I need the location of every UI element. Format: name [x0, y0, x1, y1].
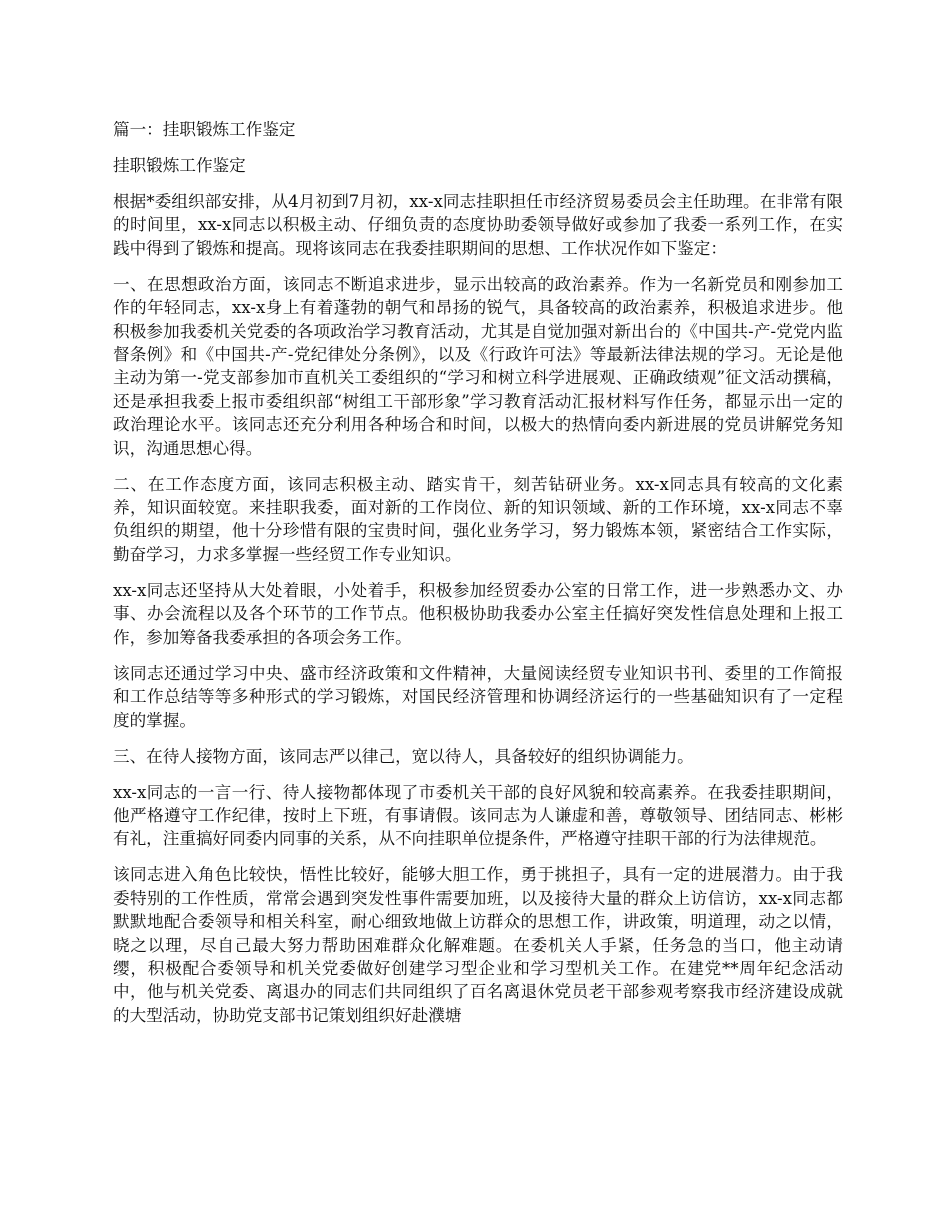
paragraph-interpersonal: 三、在待人接物方面，该同志严以律己，宽以待人，具备较好的组织协调能力。: [113, 746, 694, 766]
document-subheading: 挂职锻炼工作鉴定: [113, 156, 246, 175]
paragraph-conduct: xx-x同志的一言一行、待人接物都体现了市委机关干部的良好风貌和较高素养。在我委挂职期间，他严格遵守工作纪律，按时上下班，有事请假。该同志为人谦虚和善，尊敬领导、团结同志、彬彬有礼，注重搞好同委内同事的关系，从不向挂职单位提条件，严格遵守挂职干部的行为法律规范。: [113, 782, 843, 849]
paragraph-office-work: xx-x同志还坚持从大处着眼，小处着手，积极参加经贸委办公室的日常工作，进一步熟悉办文、办事、办会流程以及各个环节的工作节点。他积极协助我委办公室主任搞好突发性信息处理和上报工作，参加筹备我委承担的各项会务工作。: [113, 580, 843, 647]
paragraph-potential: 该同志进入角色比较快，悟性比较好，能够大胆工作，勇于挑担子，具有一定的进展潜力。由于我委特别的工作性质，常常会遇到突发性事件需要加班，以及接待大量的群众上访信访，xx-x同志都默默地配合委领导和相关科室，耐心细致地做上访群众的思想工作，讲政策，明道理，动之以情，晓之以理，尽自己最大努力帮助困难群众化解难题。在委机关人手紧，任务急的当口，他主动请缨，积极配合委领导和机关党委做好创建学习型企业和学习型机关工作。在建党**周年纪念活动中，他与机关党委、离退办的同志们共同组织了百名离退休党员老干部参观考察我市经济建设成就的大型活动，协助党支部书记策划组织好赴濮塘: [113, 865, 843, 1025]
paragraph-political: 一、在思想政治方面，该同志不断追求进步，显示出较高的政治素养。作为一名新党员和刚参加工作的年轻同志，xx-x身上有着蓬勃的朝气和昂扬的锐气，具备较高的政治素养，积极追求进步。他积极参加我委机关党委的各项政治学习教育活动，尤其是自觉加强对新出台的《中国共-产-党党内监督条例》和《中国共-产-党纪律处分条例》，以及《行政许可法》等最新法律法规的学习。无论是他主动为第一-党支部参加市直机关工委组织的“学习和树立科学进展观、正确政绩观”征文活动撰稿，还是承担我委上报市委组织部“树组工干部形象”学习教育活动汇报材料写作任务，都显示出一定的政治理论水平。该同志还充分利用各种场合和时间，以极大的热情向委内新进展的党员讲解党务知识，沟通思想心得。: [113, 274, 843, 458]
paragraph-intro: 根据*委组织部安排，从4月初到7月初，xx-x同志挂职担任市经济贸易委员会主任助理。在非常有限的时间里，xx-x同志以积极主动、仔细负责的态度协助委领导做好或参加了我委一系列工作，在实践中得到了锻炼和提高。现将该同志在我委挂职期间的思想、工作状况作如下鉴定：: [113, 192, 843, 258]
paragraph-study: 该同志还通过学习中央、盛市经济政策和文件精神，大量阅读经贸专业知识书刊、委里的工作简报和工作总结等等多种形式的学习锻炼，对国民经济管理和协调经济运行的一些基础知识有了一定程度的掌握。: [113, 663, 843, 730]
document-heading: 篇一：挂职锻炼工作鉴定: [113, 120, 296, 139]
document-page: [113, 118, 843, 1040]
paragraph-work-attitude: 二、在工作态度方面，该同志积极主动、踏实肯干，刻苦钻研业务。xx-x同志具有较高的文化素养，知识面较宽。来挂职我委，面对新的工作岗位、新的知识领域、新的工作环境，xx-x同志不辜负组织的期望，他十分珍惜有限的宝贵时间，强化业务学习，努力锻炼本领，紧密结合工作实际，勤奋学习，力求多掌握一些经贸工作专业知识。: [113, 474, 843, 564]
